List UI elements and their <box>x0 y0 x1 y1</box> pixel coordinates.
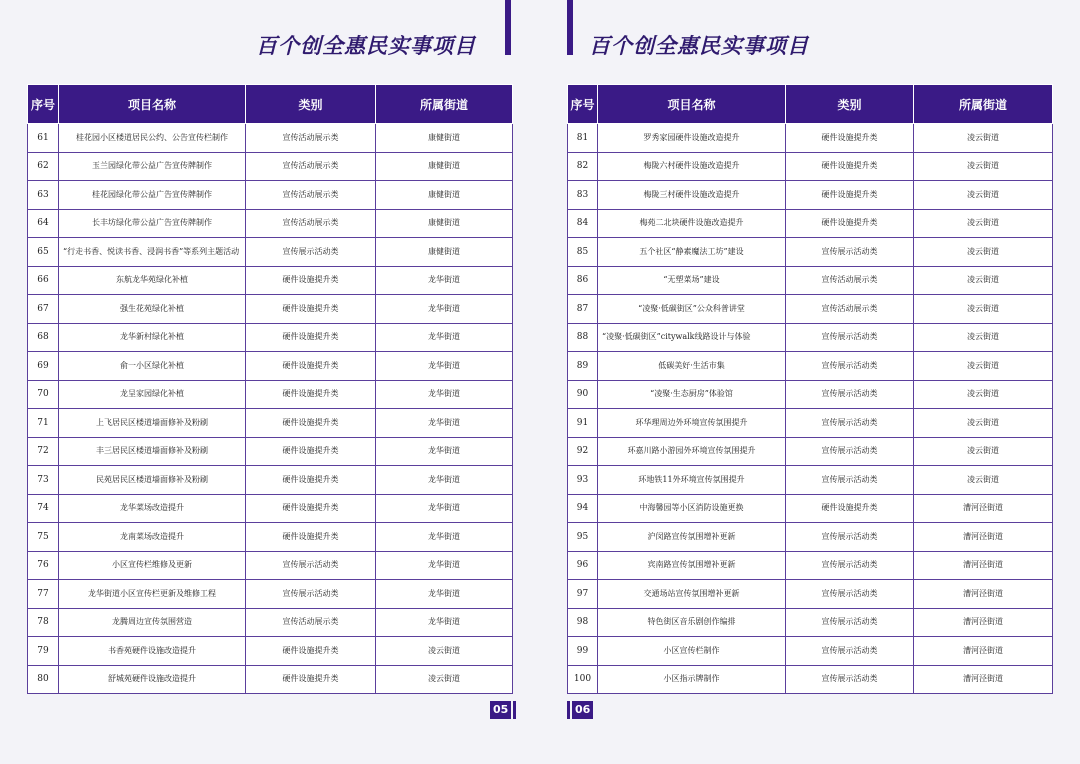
row-number: 69 <box>28 352 59 381</box>
header-no: 序号 <box>28 85 59 124</box>
table-row <box>28 637 513 666</box>
table-row <box>28 124 513 153</box>
street: 康健街道 <box>376 124 513 153</box>
project-name: 罗秀家园硬件设施改造提升 <box>598 124 786 153</box>
table-row <box>28 409 513 438</box>
category: 宣传展示活动类 <box>786 466 914 495</box>
street: 漕河泾街道 <box>914 494 1053 523</box>
page-number: 05 <box>490 701 511 719</box>
category: 宣传展示活动类 <box>786 637 914 666</box>
street: 凌云街道 <box>376 637 513 666</box>
project-name: 低碳美好·生活市集 <box>598 352 786 381</box>
row-number: 90 <box>568 380 598 409</box>
category: 宣传活动展示类 <box>246 608 376 637</box>
project-table <box>567 84 1053 694</box>
street: 康健街道 <box>376 152 513 181</box>
street: 龙华街道 <box>376 352 513 381</box>
row-number: 66 <box>28 266 59 295</box>
table-row <box>28 466 513 495</box>
project-name: 玉兰园绿化带公益广告宣传牌制作 <box>59 152 246 181</box>
project-name: 小区指示牌制作 <box>598 665 786 694</box>
table-row <box>28 437 513 466</box>
table-row <box>28 323 513 352</box>
street: 凌云街道 <box>914 409 1053 438</box>
category: 宣传展示活动类 <box>786 352 914 381</box>
category: 硬件设施提升类 <box>786 181 914 210</box>
project-name: “凌聚·低碳街区”公众科普讲堂 <box>598 295 786 324</box>
street: 龙华街道 <box>376 523 513 552</box>
table-row <box>568 352 1053 381</box>
project-name: 丰三居民区楼道墙面修补及粉刷 <box>59 437 246 466</box>
street: 龙华街道 <box>376 437 513 466</box>
table-row <box>568 124 1053 153</box>
row-number: 65 <box>28 238 59 267</box>
category: 宣传展示活动类 <box>786 608 914 637</box>
project-name: 舒城苑硬件设施改造提升 <box>59 665 246 694</box>
table-header-row <box>568 85 1053 124</box>
project-name: 中海馨园等小区消防设施更换 <box>598 494 786 523</box>
project-name: 梅陇三村硬件设施改造提升 <box>598 181 786 210</box>
row-number: 93 <box>568 466 598 495</box>
table-row <box>568 295 1053 324</box>
category: 宣传展示活动类 <box>786 409 914 438</box>
row-number: 94 <box>568 494 598 523</box>
project-table <box>27 84 513 694</box>
project-name: 梅陇六村硬件设施改造提升 <box>598 152 786 181</box>
row-number: 91 <box>568 409 598 438</box>
table-row <box>568 608 1053 637</box>
project-name: 宾南路宣传氛围增补更新 <box>598 551 786 580</box>
header-category: 类别 <box>246 85 376 124</box>
row-number: 84 <box>568 209 598 238</box>
row-number: 87 <box>568 295 598 324</box>
street: 凌云街道 <box>914 352 1053 381</box>
row-number: 64 <box>28 209 59 238</box>
category: 硬件设施提升类 <box>786 209 914 238</box>
street: 漕河泾街道 <box>914 580 1053 609</box>
table-row <box>28 238 513 267</box>
category: 宣传展示活动类 <box>246 580 376 609</box>
table-row <box>28 266 513 295</box>
street: 凌云街道 <box>376 665 513 694</box>
header-no: 序号 <box>568 85 598 124</box>
table-row <box>568 152 1053 181</box>
category: 宣传展示活动类 <box>786 665 914 694</box>
row-number: 78 <box>28 608 59 637</box>
category: 宣传展示活动类 <box>786 580 914 609</box>
street: 凌云街道 <box>914 466 1053 495</box>
row-number: 88 <box>568 323 598 352</box>
street: 漕河泾街道 <box>914 551 1053 580</box>
row-number: 67 <box>28 295 59 324</box>
category: 硬件设施提升类 <box>246 323 376 352</box>
street: 龙华街道 <box>376 608 513 637</box>
street: 龙华街道 <box>376 266 513 295</box>
project-name: 桂花园小区楼道居民公约、公告宣传栏制作 <box>59 124 246 153</box>
project-name: 龙华新村绿化补植 <box>59 323 246 352</box>
street: 凌云街道 <box>914 323 1053 352</box>
category: 硬件设施提升类 <box>246 295 376 324</box>
project-name: “行走书香、悦读书香、浸润书香”等系列主题活动 <box>59 238 246 267</box>
table-row <box>28 380 513 409</box>
row-number: 79 <box>28 637 59 666</box>
table-row <box>28 551 513 580</box>
street: 凌云街道 <box>914 152 1053 181</box>
street: 凌云街道 <box>914 380 1053 409</box>
project-name: 桂花园绿化带公益广告宣传牌制作 <box>59 181 246 210</box>
project-name: 环嘉川路小游园外环境宣传氛围提升 <box>598 437 786 466</box>
page-title: 百个创全惠民实事项目 <box>256 34 476 58</box>
row-number: 81 <box>568 124 598 153</box>
page-number: 06 <box>572 701 593 719</box>
category: 宣传展示活动类 <box>786 437 914 466</box>
table-row <box>568 637 1053 666</box>
category: 宣传展示活动类 <box>246 238 376 267</box>
category: 宣传活动展示类 <box>246 152 376 181</box>
category: 硬件设施提升类 <box>246 437 376 466</box>
table-row <box>568 437 1053 466</box>
category: 硬件设施提升类 <box>786 124 914 153</box>
row-number: 77 <box>28 580 59 609</box>
row-number: 70 <box>28 380 59 409</box>
street: 康健街道 <box>376 209 513 238</box>
project-name: 龙华菜场改造提升 <box>59 494 246 523</box>
project-name: “凌聚·低碳街区”citywalk线路设计与体验 <box>598 323 786 352</box>
row-number: 73 <box>28 466 59 495</box>
table-row <box>28 181 513 210</box>
table-row <box>568 209 1053 238</box>
street: 龙华街道 <box>376 323 513 352</box>
header-street: 所属街道 <box>914 85 1053 124</box>
table-row <box>568 380 1053 409</box>
row-number: 89 <box>568 352 598 381</box>
row-number: 95 <box>568 523 598 552</box>
category: 硬件设施提升类 <box>246 380 376 409</box>
table-row <box>28 580 513 609</box>
category: 硬件设施提升类 <box>246 494 376 523</box>
header-name: 项目名称 <box>59 85 246 124</box>
row-number: 72 <box>28 437 59 466</box>
header-street: 所属街道 <box>376 85 513 124</box>
project-name: 龙华街道小区宣传栏更新及维修工程 <box>59 580 246 609</box>
table-row <box>568 466 1053 495</box>
project-name: 龙腾周边宣传氛围营造 <box>59 608 246 637</box>
row-number: 74 <box>28 494 59 523</box>
project-name: 梅苑二北块硬件设施改造提升 <box>598 209 786 238</box>
project-name: 民苑居民区楼道墙面修补及粉刷 <box>59 466 246 495</box>
street: 凌云街道 <box>914 209 1053 238</box>
street: 漕河泾街道 <box>914 523 1053 552</box>
page-number-bar <box>513 701 516 719</box>
title-accent-bar <box>505 0 511 55</box>
table-row <box>28 209 513 238</box>
row-number: 97 <box>568 580 598 609</box>
category: 宣传展示活动类 <box>246 551 376 580</box>
street: 凌云街道 <box>914 124 1053 153</box>
project-name: 俞一小区绿化补植 <box>59 352 246 381</box>
project-name: 上飞居民区楼道墙面修补及粉刷 <box>59 409 246 438</box>
table-row <box>568 181 1053 210</box>
table-row <box>28 608 513 637</box>
category: 硬件设施提升类 <box>246 523 376 552</box>
street: 龙华街道 <box>376 295 513 324</box>
row-number: 71 <box>28 409 59 438</box>
street: 龙华街道 <box>376 580 513 609</box>
category: 宣传展示活动类 <box>786 238 914 267</box>
table-row <box>28 523 513 552</box>
category: 硬件设施提升类 <box>786 494 914 523</box>
row-number: 98 <box>568 608 598 637</box>
title-accent-bar <box>567 0 573 55</box>
row-number: 75 <box>28 523 59 552</box>
row-number: 100 <box>568 665 598 694</box>
category: 硬件设施提升类 <box>246 637 376 666</box>
row-number: 80 <box>28 665 59 694</box>
page-number-bar <box>567 701 570 719</box>
street: 龙华街道 <box>376 466 513 495</box>
project-name: “凌聚·生态厨房”体验馆 <box>598 380 786 409</box>
street: 龙华街道 <box>376 380 513 409</box>
right-page <box>540 0 1080 764</box>
street: 漕河泾街道 <box>914 637 1053 666</box>
row-number: 96 <box>568 551 598 580</box>
page-title: 百个创全惠民实事项目 <box>589 34 809 58</box>
street: 龙华街道 <box>376 409 513 438</box>
category: 硬件设施提升类 <box>246 352 376 381</box>
row-number: 76 <box>28 551 59 580</box>
project-name: 书香苑硬件设施改造提升 <box>59 637 246 666</box>
table-row <box>28 494 513 523</box>
project-name: 环地铁11外环境宣传氛围提升 <box>598 466 786 495</box>
row-number: 86 <box>568 266 598 295</box>
street: 康健街道 <box>376 238 513 267</box>
category: 宣传活动展示类 <box>786 266 914 295</box>
project-name: 五个社区“静素魔法工坊”建设 <box>598 238 786 267</box>
category: 宣传活动展示类 <box>786 295 914 324</box>
table-row <box>568 238 1053 267</box>
project-name: 小区宣传栏制作 <box>598 637 786 666</box>
category: 宣传展示活动类 <box>786 523 914 552</box>
table-row <box>568 665 1053 694</box>
table-row <box>28 352 513 381</box>
street: 凌云街道 <box>914 437 1053 466</box>
category: 宣传展示活动类 <box>786 323 914 352</box>
header-name: 项目名称 <box>598 85 786 124</box>
table-row <box>28 152 513 181</box>
street: 凌云街道 <box>914 181 1053 210</box>
row-number: 99 <box>568 637 598 666</box>
table-row <box>568 266 1053 295</box>
street: 漕河泾街道 <box>914 665 1053 694</box>
street: 龙华街道 <box>376 551 513 580</box>
project-name: 龙呈家园绿化补植 <box>59 380 246 409</box>
street: 龙华街道 <box>376 494 513 523</box>
project-name: 长丰坊绿化带公益广告宣传牌制作 <box>59 209 246 238</box>
project-name: 环华理周边外环境宣传氛围提升 <box>598 409 786 438</box>
street: 康健街道 <box>376 181 513 210</box>
category: 宣传活动展示类 <box>246 124 376 153</box>
project-name: 强生花苑绿化补植 <box>59 295 246 324</box>
row-number: 92 <box>568 437 598 466</box>
table-header-row <box>28 85 513 124</box>
project-name: 东航龙华苑绿化补植 <box>59 266 246 295</box>
project-name: 交通场站宣传氛围增补更新 <box>598 580 786 609</box>
street: 凌云街道 <box>914 295 1053 324</box>
row-number: 82 <box>568 152 598 181</box>
table-row <box>568 551 1053 580</box>
category: 硬件设施提升类 <box>246 665 376 694</box>
project-name: 特色街区音乐剧创作编排 <box>598 608 786 637</box>
table-row <box>568 494 1053 523</box>
project-name: 小区宣传栏维修及更新 <box>59 551 246 580</box>
row-number: 61 <box>28 124 59 153</box>
category: 硬件设施提升类 <box>246 266 376 295</box>
street: 凌云街道 <box>914 266 1053 295</box>
table-row <box>568 409 1053 438</box>
row-number: 63 <box>28 181 59 210</box>
street: 漕河泾街道 <box>914 608 1053 637</box>
table-row <box>28 295 513 324</box>
table-row <box>568 323 1053 352</box>
row-number: 68 <box>28 323 59 352</box>
header-category: 类别 <box>786 85 914 124</box>
category: 宣传展示活动类 <box>786 551 914 580</box>
project-name: 龙南菜场改造提升 <box>59 523 246 552</box>
category: 宣传活动展示类 <box>246 209 376 238</box>
category: 硬件设施提升类 <box>246 409 376 438</box>
row-number: 83 <box>568 181 598 210</box>
project-name: “无塑菜场”建设 <box>598 266 786 295</box>
category: 硬件设施提升类 <box>246 466 376 495</box>
row-number: 85 <box>568 238 598 267</box>
category: 硬件设施提升类 <box>786 152 914 181</box>
category: 宣传活动展示类 <box>246 181 376 210</box>
table-row <box>568 580 1053 609</box>
project-name: 沪闵路宣传氛围增补更新 <box>598 523 786 552</box>
row-number: 62 <box>28 152 59 181</box>
table-row <box>28 665 513 694</box>
category: 宣传展示活动类 <box>786 380 914 409</box>
street: 凌云街道 <box>914 238 1053 267</box>
table-body <box>28 124 513 694</box>
table-body <box>568 124 1053 694</box>
table-row <box>568 523 1053 552</box>
